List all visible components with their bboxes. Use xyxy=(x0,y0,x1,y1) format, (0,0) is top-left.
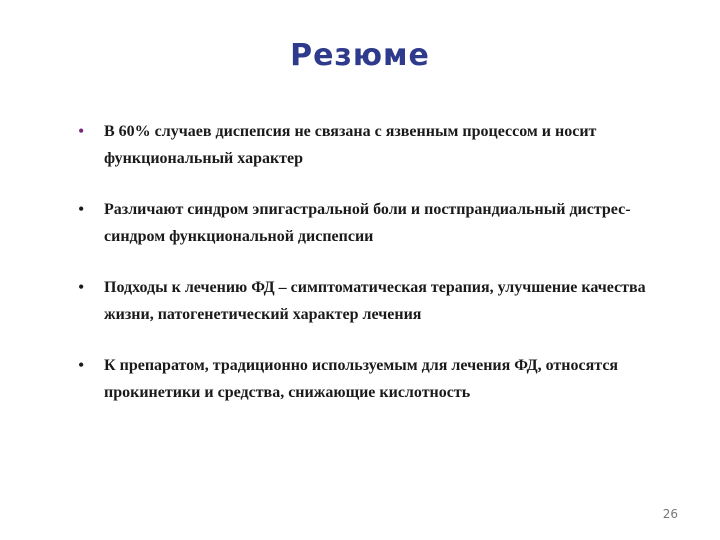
bullet-item xyxy=(78,118,678,172)
bullet-item xyxy=(78,274,678,328)
bullet-item xyxy=(78,196,678,250)
bullet-marker: • xyxy=(78,199,85,219)
bullet-text: В 60% случаев диспепсия не связана с язвенным процессом и носит функциональный характер xyxy=(104,123,597,167)
bullet-item xyxy=(78,352,678,406)
bullet-text: К препаратом, традиционно используемым для лечения ФД, относятся прокинетики и средства, снижающие кислотность xyxy=(104,357,619,401)
slide-title: Резюме xyxy=(290,38,430,73)
bullet-marker: • xyxy=(78,355,85,375)
bullet-marker: • xyxy=(78,277,85,297)
page-number: 26 xyxy=(662,507,678,521)
bullet-list xyxy=(78,118,678,430)
bullet-text: Различают синдром эпигастральной боли и постпрандиальный дистрес-синдром функциональной диспепсии xyxy=(104,201,631,245)
bullet-marker: • xyxy=(78,121,85,141)
bullet-text: Подходы к лечению ФД – симптоматическая терапия, улучшение качества жизни, патогенетический характер лечения xyxy=(104,279,646,323)
